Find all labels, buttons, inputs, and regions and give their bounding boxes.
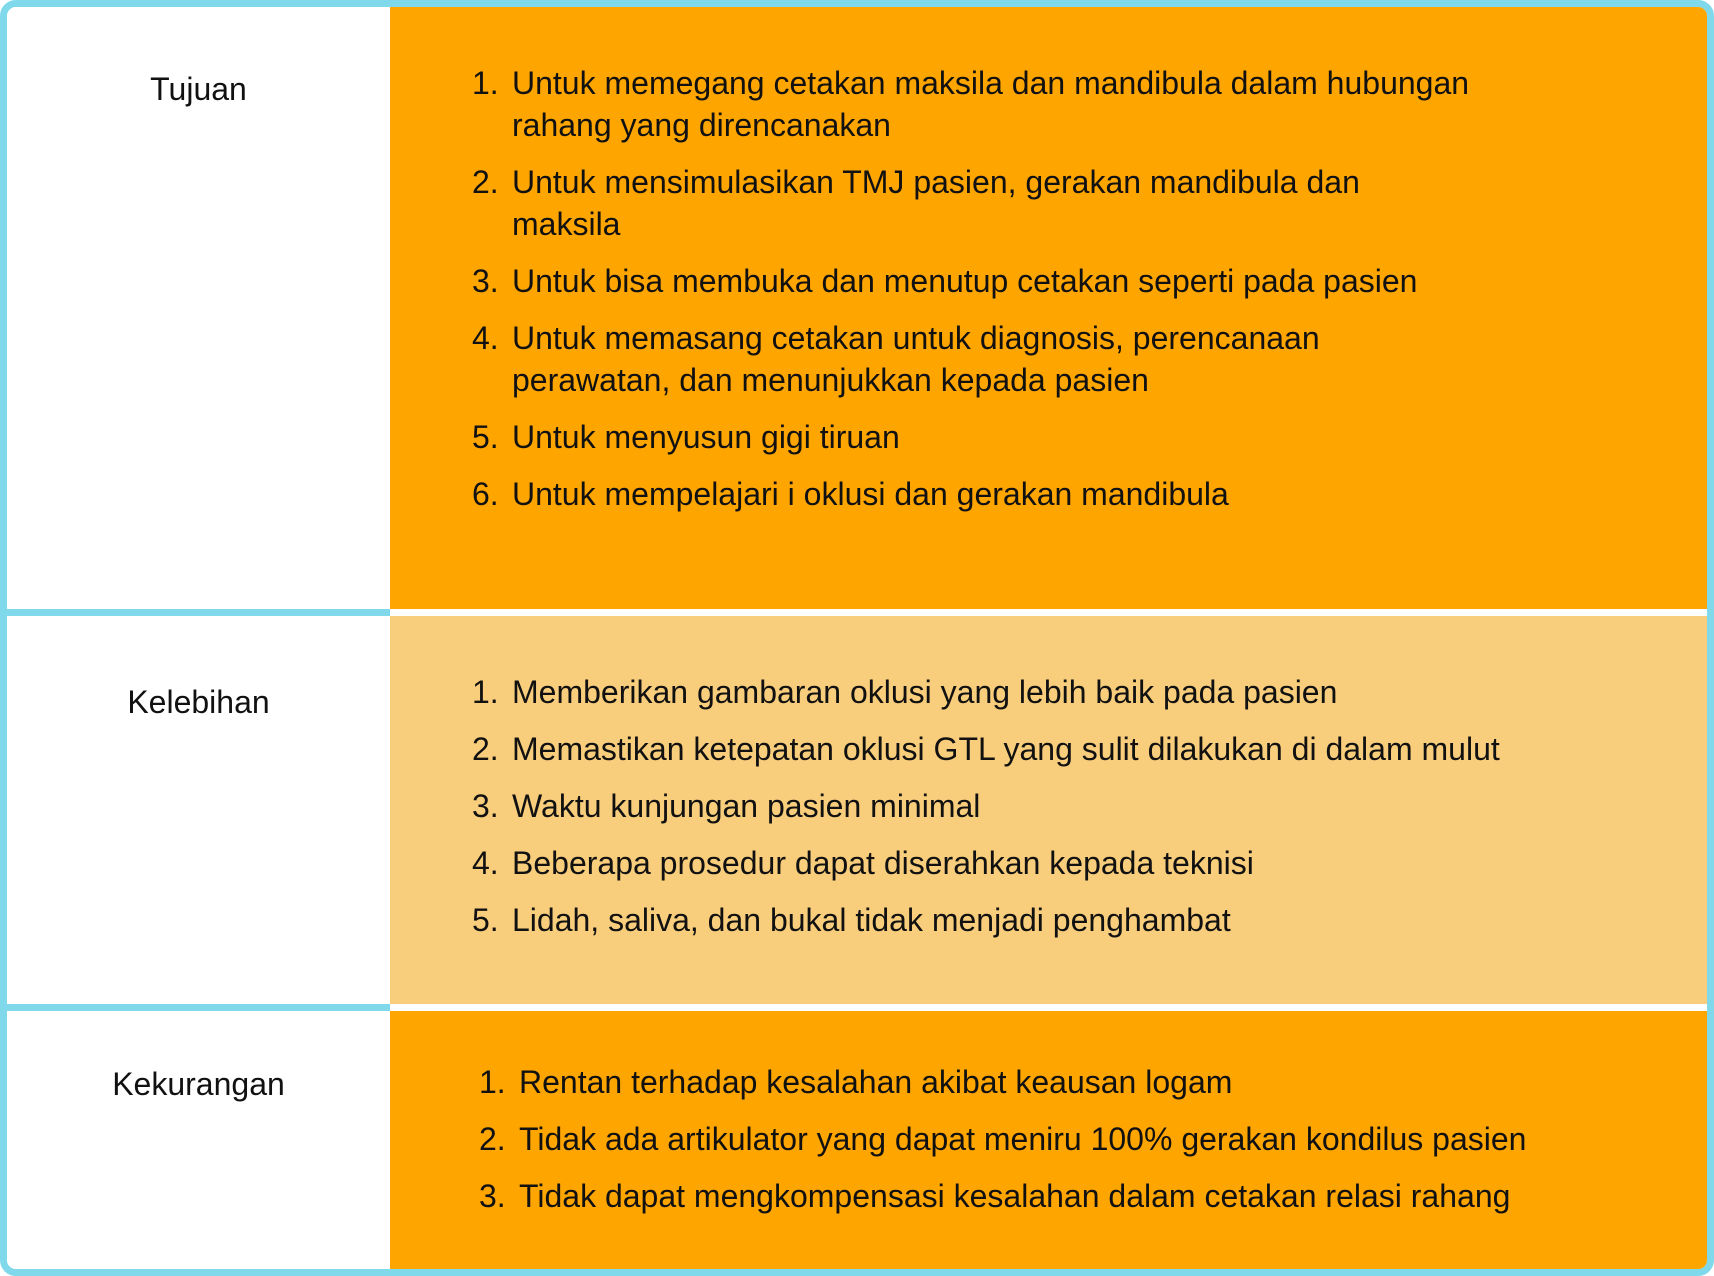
row-label-tujuan: Tujuan [150, 71, 247, 107]
kekurangan-list [479, 1061, 1699, 1232]
row-label-cell [7, 1011, 390, 1276]
list-item-text: Waktu kunjungan pasien minimal [512, 788, 981, 824]
row-content-cell [390, 7, 1707, 609]
list-item-number: 6. [472, 476, 499, 512]
tujuan-list [472, 62, 1472, 530]
list-item-number: 5. [472, 419, 499, 455]
list-item-number: 3. [472, 788, 499, 824]
list-item-text: Rentan terhadap kesalahan akibat keausan logam [519, 1064, 1233, 1100]
list-item [479, 1061, 1699, 1103]
list-item-text: Untuk menyusun gigi tiruan [512, 419, 900, 455]
kelebihan-list [472, 671, 1672, 956]
list-item-text: Lidah, saliva, dan bukal tidak menjadi penghambat [512, 902, 1231, 938]
list-item [472, 728, 1672, 770]
list-item-text: Untuk bisa membuka dan menutup cetakan seperti pada pasien [512, 263, 1418, 299]
list-item-text: Tidak ada artikulator yang dapat meniru 100% gerakan kondilus pasien [519, 1121, 1527, 1157]
list-item [472, 842, 1672, 884]
list-item-number: 1. [472, 65, 499, 101]
list-item-text: Untuk memasang cetakan untuk diagnosis, perencanaan perawatan, dan menunjukkan kepada pasien [512, 320, 1320, 398]
list-item-text: Tidak dapat mengkompensasi kesalahan dalam cetakan relasi rahang [519, 1178, 1511, 1214]
list-item-text: Untuk mensimulasikan TMJ pasien, gerakan mandibula dan maksila [512, 164, 1360, 242]
list-item [472, 416, 1472, 458]
list-item [479, 1118, 1699, 1160]
row-label-cell [7, 7, 390, 609]
list-item [472, 161, 1472, 245]
list-item-text: Untuk memegang cetakan maksila dan mandibula dalam hubungan rahang yang direncanakan [512, 65, 1470, 143]
list-item-number: 5. [472, 902, 499, 938]
row-label-kelebihan: Kelebihan [127, 684, 270, 720]
list-item-number: 4. [472, 320, 499, 356]
list-item-number: 3. [472, 263, 499, 299]
table-row-kekurangan [7, 1011, 1707, 1276]
list-item [472, 317, 1472, 401]
list-item [472, 260, 1472, 302]
list-item-text: Memberikan gambaran oklusi yang lebih baik pada pasien [512, 674, 1338, 710]
list-item [472, 671, 1672, 713]
list-item [472, 473, 1472, 515]
row-content-cell [390, 1011, 1707, 1276]
row-divider [7, 609, 390, 616]
row-label-kekurangan: Kekurangan [112, 1066, 285, 1102]
list-item [472, 899, 1672, 941]
table-row-tujuan [7, 7, 1707, 609]
list-item [479, 1175, 1699, 1217]
list-item-text: Memastikan ketepatan oklusi GTL yang sulit dilakukan di dalam mulut [512, 731, 1500, 767]
list-item-number: 4. [472, 845, 499, 881]
list-item-number: 3. [479, 1178, 506, 1214]
row-divider [7, 1004, 390, 1011]
row-label-cell [7, 616, 390, 1004]
table-row-kelebihan [7, 616, 1707, 1004]
row-content-cell [390, 616, 1707, 1004]
list-item-number: 2. [472, 164, 499, 200]
list-item-text: Beberapa prosedur dapat diserahkan kepada teknisi [512, 845, 1254, 881]
list-item [472, 62, 1472, 146]
list-item-number: 1. [479, 1064, 506, 1100]
list-item-number: 2. [472, 731, 499, 767]
list-item [472, 785, 1672, 827]
list-item-number: 1. [472, 674, 499, 710]
list-item-text: Untuk mempelajari i oklusi dan gerakan mandibula [512, 476, 1229, 512]
list-item-number: 2. [479, 1121, 506, 1157]
